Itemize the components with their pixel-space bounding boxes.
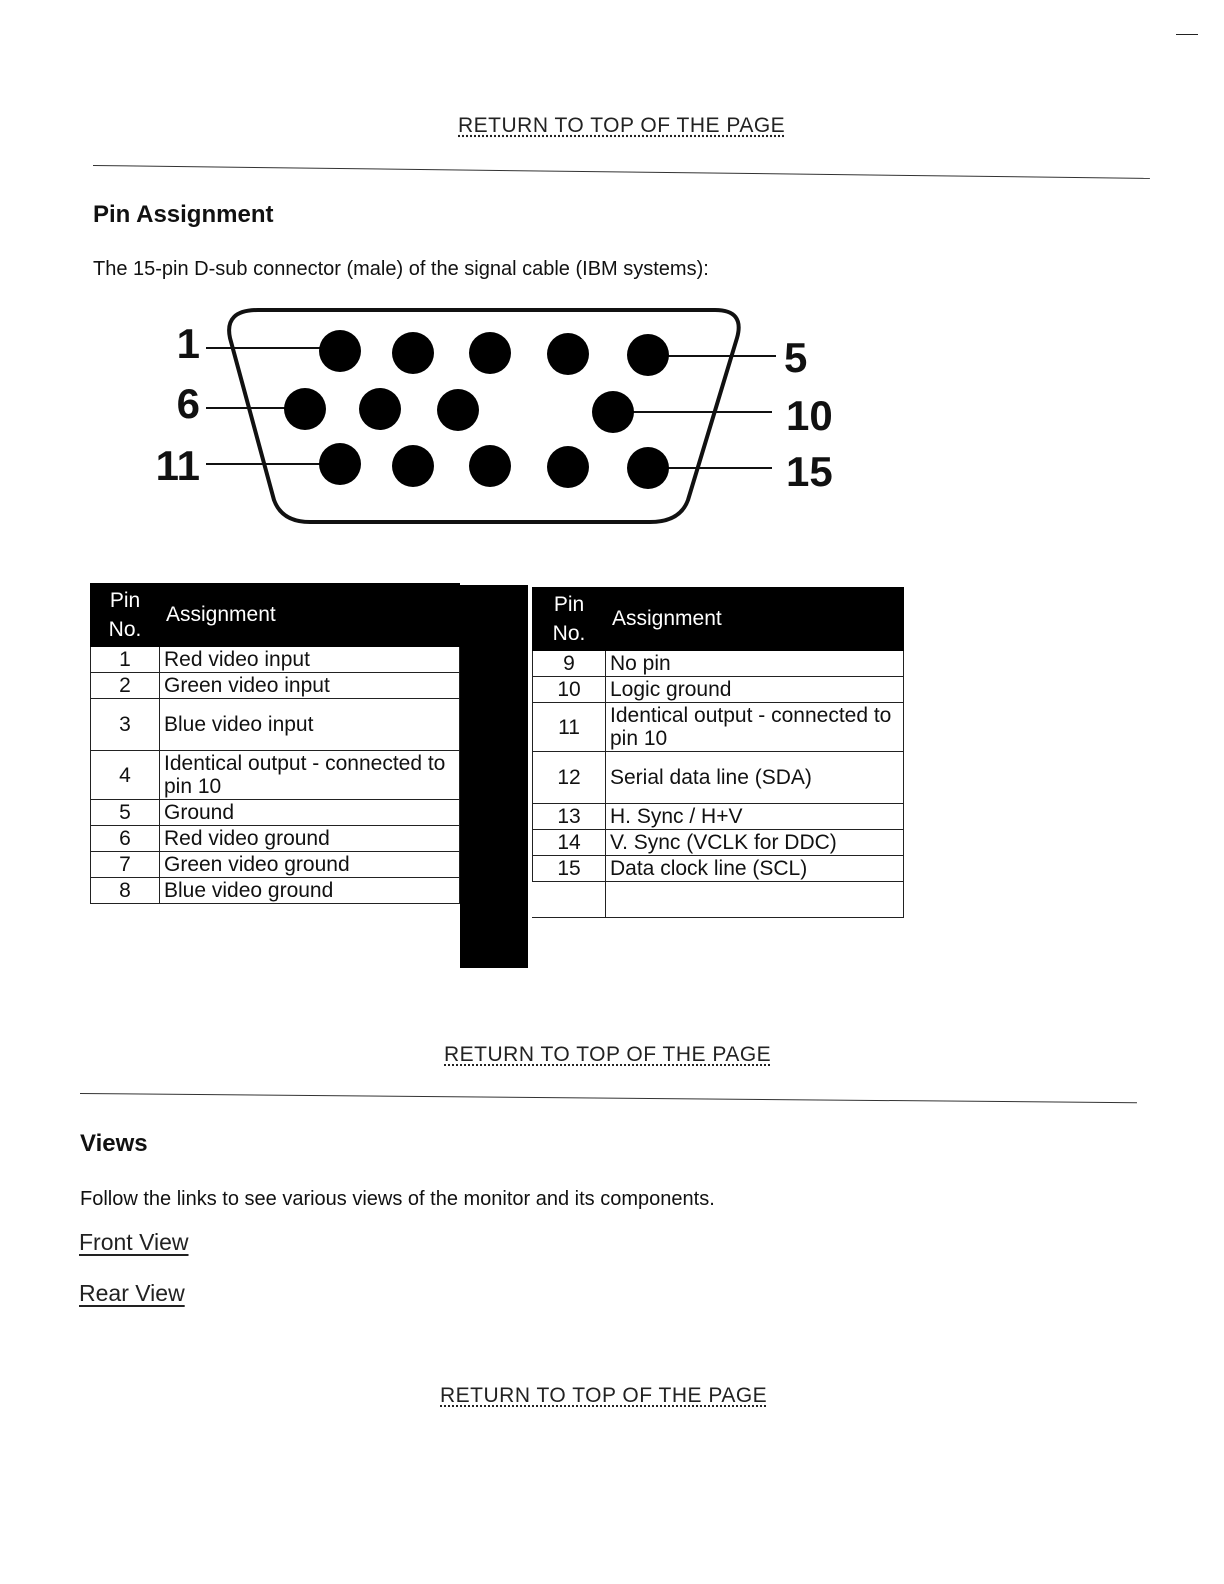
table-row <box>533 677 904 703</box>
pin-number: 12 <box>533 752 606 804</box>
pin-assignment: Blue video ground <box>160 878 460 904</box>
corner-mark <box>1176 34 1198 35</box>
pin-number: 14 <box>533 830 606 856</box>
pin-assignment: V. Sync (VCLK for DDC) <box>606 830 904 856</box>
table-row <box>91 699 460 751</box>
column-header-pin-no: Pin No. <box>91 584 160 647</box>
pin-2 <box>392 332 434 374</box>
table-row <box>91 673 460 699</box>
label-pin-10: 10 <box>786 392 833 439</box>
d-sub-connector-diagram <box>140 296 860 536</box>
pin-number: 3 <box>91 699 160 751</box>
label-pin-6: 6 <box>176 380 200 427</box>
pin-11 <box>319 443 361 485</box>
pin-4 <box>547 333 589 375</box>
pin-assignment: Serial data line (SDA) <box>606 752 904 804</box>
section-title-views: Views <box>80 1130 148 1157</box>
pin-12 <box>392 445 434 487</box>
pin-number <box>533 882 606 918</box>
label-pin-5: 5 <box>784 334 808 381</box>
pin-assignment: Red video ground <box>160 826 460 852</box>
pin-number: 6 <box>91 826 160 852</box>
pin-assignment: Red video input <box>160 647 460 673</box>
rear-view-link[interactable]: Rear View <box>79 1280 185 1306</box>
pin-assignment: Identical output - connected to pin 10 <box>160 751 460 800</box>
pin-number: 15 <box>533 856 606 882</box>
table-row <box>91 826 460 852</box>
table-row <box>533 752 904 804</box>
section-title-pin-assignment: Pin Assignment <box>93 201 274 228</box>
pin-assignment: Data clock line (SCL) <box>606 856 904 882</box>
pin-1 <box>319 330 361 372</box>
pin-assignment: Blue video input <box>160 699 460 751</box>
return-to-top-link-1[interactable]: RETURN TO TOP OF THE PAGE <box>458 114 786 137</box>
pin-7 <box>359 388 401 430</box>
pin-number: 11 <box>533 703 606 752</box>
pin-assignment: Green video input <box>160 673 460 699</box>
pin-number: 8 <box>91 878 160 904</box>
pin-number: 7 <box>91 852 160 878</box>
pin-assignment <box>606 882 904 918</box>
pin-assignment: No pin <box>606 651 904 677</box>
front-view-link[interactable]: Front View <box>79 1229 189 1255</box>
pin-14 <box>547 446 589 488</box>
pin-assignment: Green video ground <box>160 852 460 878</box>
pin-number: 4 <box>91 751 160 800</box>
pin-number: 2 <box>91 673 160 699</box>
table-row <box>533 830 904 856</box>
column-header-pin-no: Pin No. <box>533 588 606 651</box>
table-row <box>533 856 904 882</box>
divider-1 <box>93 165 1150 179</box>
label-pin-1: 1 <box>176 320 200 367</box>
pin-number: 13 <box>533 804 606 830</box>
table-row <box>533 703 904 752</box>
pin-assignment: Logic ground <box>606 677 904 703</box>
table-separator-column <box>460 585 528 968</box>
table-row <box>91 647 460 673</box>
pin-10 <box>592 391 634 433</box>
divider-2 <box>80 1093 1137 1103</box>
pin-assignment: Ground <box>160 800 460 826</box>
pin-number: 5 <box>91 800 160 826</box>
pin-assignment: H. Sync / H+V <box>606 804 904 830</box>
table-row <box>91 852 460 878</box>
table-row <box>533 804 904 830</box>
pin-number: 1 <box>91 647 160 673</box>
return-to-top-link-3[interactable]: RETURN TO TOP OF THE PAGE <box>440 1384 768 1407</box>
table-header-row <box>533 588 904 651</box>
table-row <box>91 878 460 904</box>
pin-table-right <box>532 587 904 918</box>
table-row <box>533 882 904 918</box>
pin-3 <box>469 332 511 374</box>
views-description: Follow the links to see various views of the monitor and its components. <box>80 1188 715 1210</box>
column-header-assignment: Assignment <box>606 588 904 651</box>
pin-assignment: Identical output - connected to pin 10 <box>606 703 904 752</box>
pin-table-left <box>90 583 460 904</box>
column-header-assignment: Assignment <box>160 584 460 647</box>
table-row <box>533 651 904 677</box>
pin-13 <box>469 445 511 487</box>
pin-15 <box>627 447 669 489</box>
table-header-row <box>91 584 460 647</box>
return-to-top-link-2[interactable]: RETURN TO TOP OF THE PAGE <box>444 1043 772 1066</box>
label-pin-15: 15 <box>786 448 833 495</box>
label-pin-11: 11 <box>155 442 200 489</box>
table-row <box>91 800 460 826</box>
pin-number: 9 <box>533 651 606 677</box>
connector-description: The 15-pin D-sub connector (male) of the signal cable (IBM systems): <box>93 258 709 280</box>
table-row <box>91 751 460 800</box>
pin-8 <box>437 389 479 431</box>
pin-6 <box>284 388 326 430</box>
pin-5 <box>627 334 669 376</box>
pin-number: 10 <box>533 677 606 703</box>
